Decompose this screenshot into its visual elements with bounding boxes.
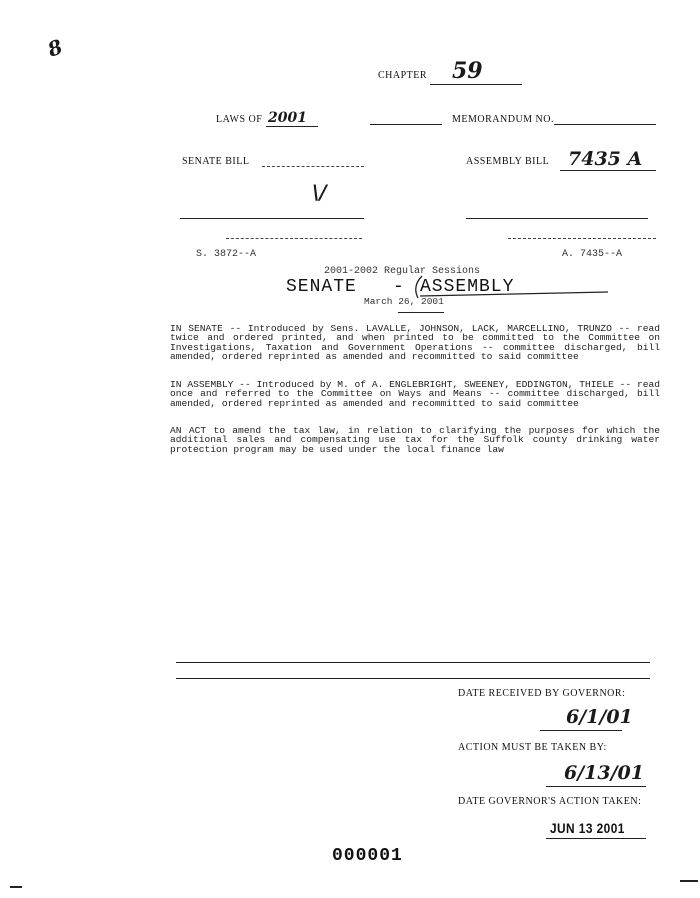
senate-bill-number: S. 3872--A <box>196 249 257 260</box>
document-number: 000001 <box>332 846 403 866</box>
action-taken-stamp: JUN 13 2001 <box>550 820 625 836</box>
laws-underline <box>266 126 318 127</box>
date-underline <box>398 312 444 313</box>
act-paragraph: AN ACT to amend the tax law, in relation to clarifying the purposes for which the additional sales and compensating use tax for the Suffolk county drinking water protection program may be used under the local finance law <box>170 425 660 455</box>
scan-artifact-left <box>10 886 22 888</box>
session-title: 2001-2002 Regular Sessions <box>324 266 481 277</box>
action-taken-label: DATE GOVERNOR'S ACTION TAKEN: <box>458 796 642 807</box>
bottom-rule-2 <box>176 678 650 679</box>
scan-artifact-right <box>680 880 698 882</box>
memorandum-label: MEMORANDUM NO. <box>452 114 555 125</box>
action-due-underline <box>546 786 646 787</box>
assembly-bill-value: 7435 A <box>568 148 643 170</box>
introduction-date: March 26, 2001 <box>364 296 444 307</box>
senate-dashed-line <box>226 238 362 239</box>
check-mark: \/ <box>312 180 327 204</box>
senate-paragraph: IN SENATE -- Introduced by Sens. LAVALLE, JOHNSON, LACK, MARCELLINO, TRUNZO -- read twice and ordered printed, and when printed to be committed to the Committee on Investigations, Taxation and Government Operations -- committee discharged, bill amended, ordered reprinted as amended and recommitted to said committee <box>170 323 660 363</box>
margin-mark: 8 <box>44 34 66 62</box>
date-received-label: DATE RECEIVED BY GOVERNOR: <box>458 688 626 699</box>
chamber-dash: - <box>393 277 405 297</box>
chapter-value: 59 <box>452 58 483 84</box>
chapter-underline <box>430 84 522 85</box>
assembly-paragraph: IN ASSEMBLY -- Introduced by M. of A. ENGLEBRIGHT, SWEENEY, EDDINGTON, THIELE -- read once and referred to the Committee on Ways and Means -- committee discharged, bill amended, ordered reprinted as amended and recommitted to said committee <box>170 379 660 409</box>
senate-signature-line <box>180 218 364 219</box>
laws-label: LAWS OF <box>216 114 263 125</box>
assembly-heading: ASSEMBLY <box>420 277 515 297</box>
laws-extra-line <box>370 124 442 125</box>
senate-heading: SENATE <box>286 277 357 297</box>
date-received-underline <box>540 730 622 731</box>
bottom-rule-1 <box>176 662 650 663</box>
assembly-bill-label: ASSEMBLY BILL <box>466 156 550 167</box>
senate-bill-underline <box>262 166 364 167</box>
senate-bill-label: SENATE BILL <box>182 156 250 167</box>
assembly-bill-underline <box>560 170 656 171</box>
chapter-label: CHAPTER <box>378 70 428 81</box>
date-received-value: 6/1/01 <box>566 706 633 728</box>
action-taken-underline <box>546 838 646 839</box>
memorandum-underline <box>554 124 656 125</box>
laws-value: 2001 <box>268 110 307 126</box>
action-due-label: ACTION MUST BE TAKEN BY: <box>458 742 607 753</box>
assembly-bill-number: A. 7435--A <box>562 249 623 260</box>
action-due-value: 6/13/01 <box>564 762 644 784</box>
assembly-dashed-line <box>508 238 656 239</box>
assembly-signature-line <box>466 218 648 219</box>
